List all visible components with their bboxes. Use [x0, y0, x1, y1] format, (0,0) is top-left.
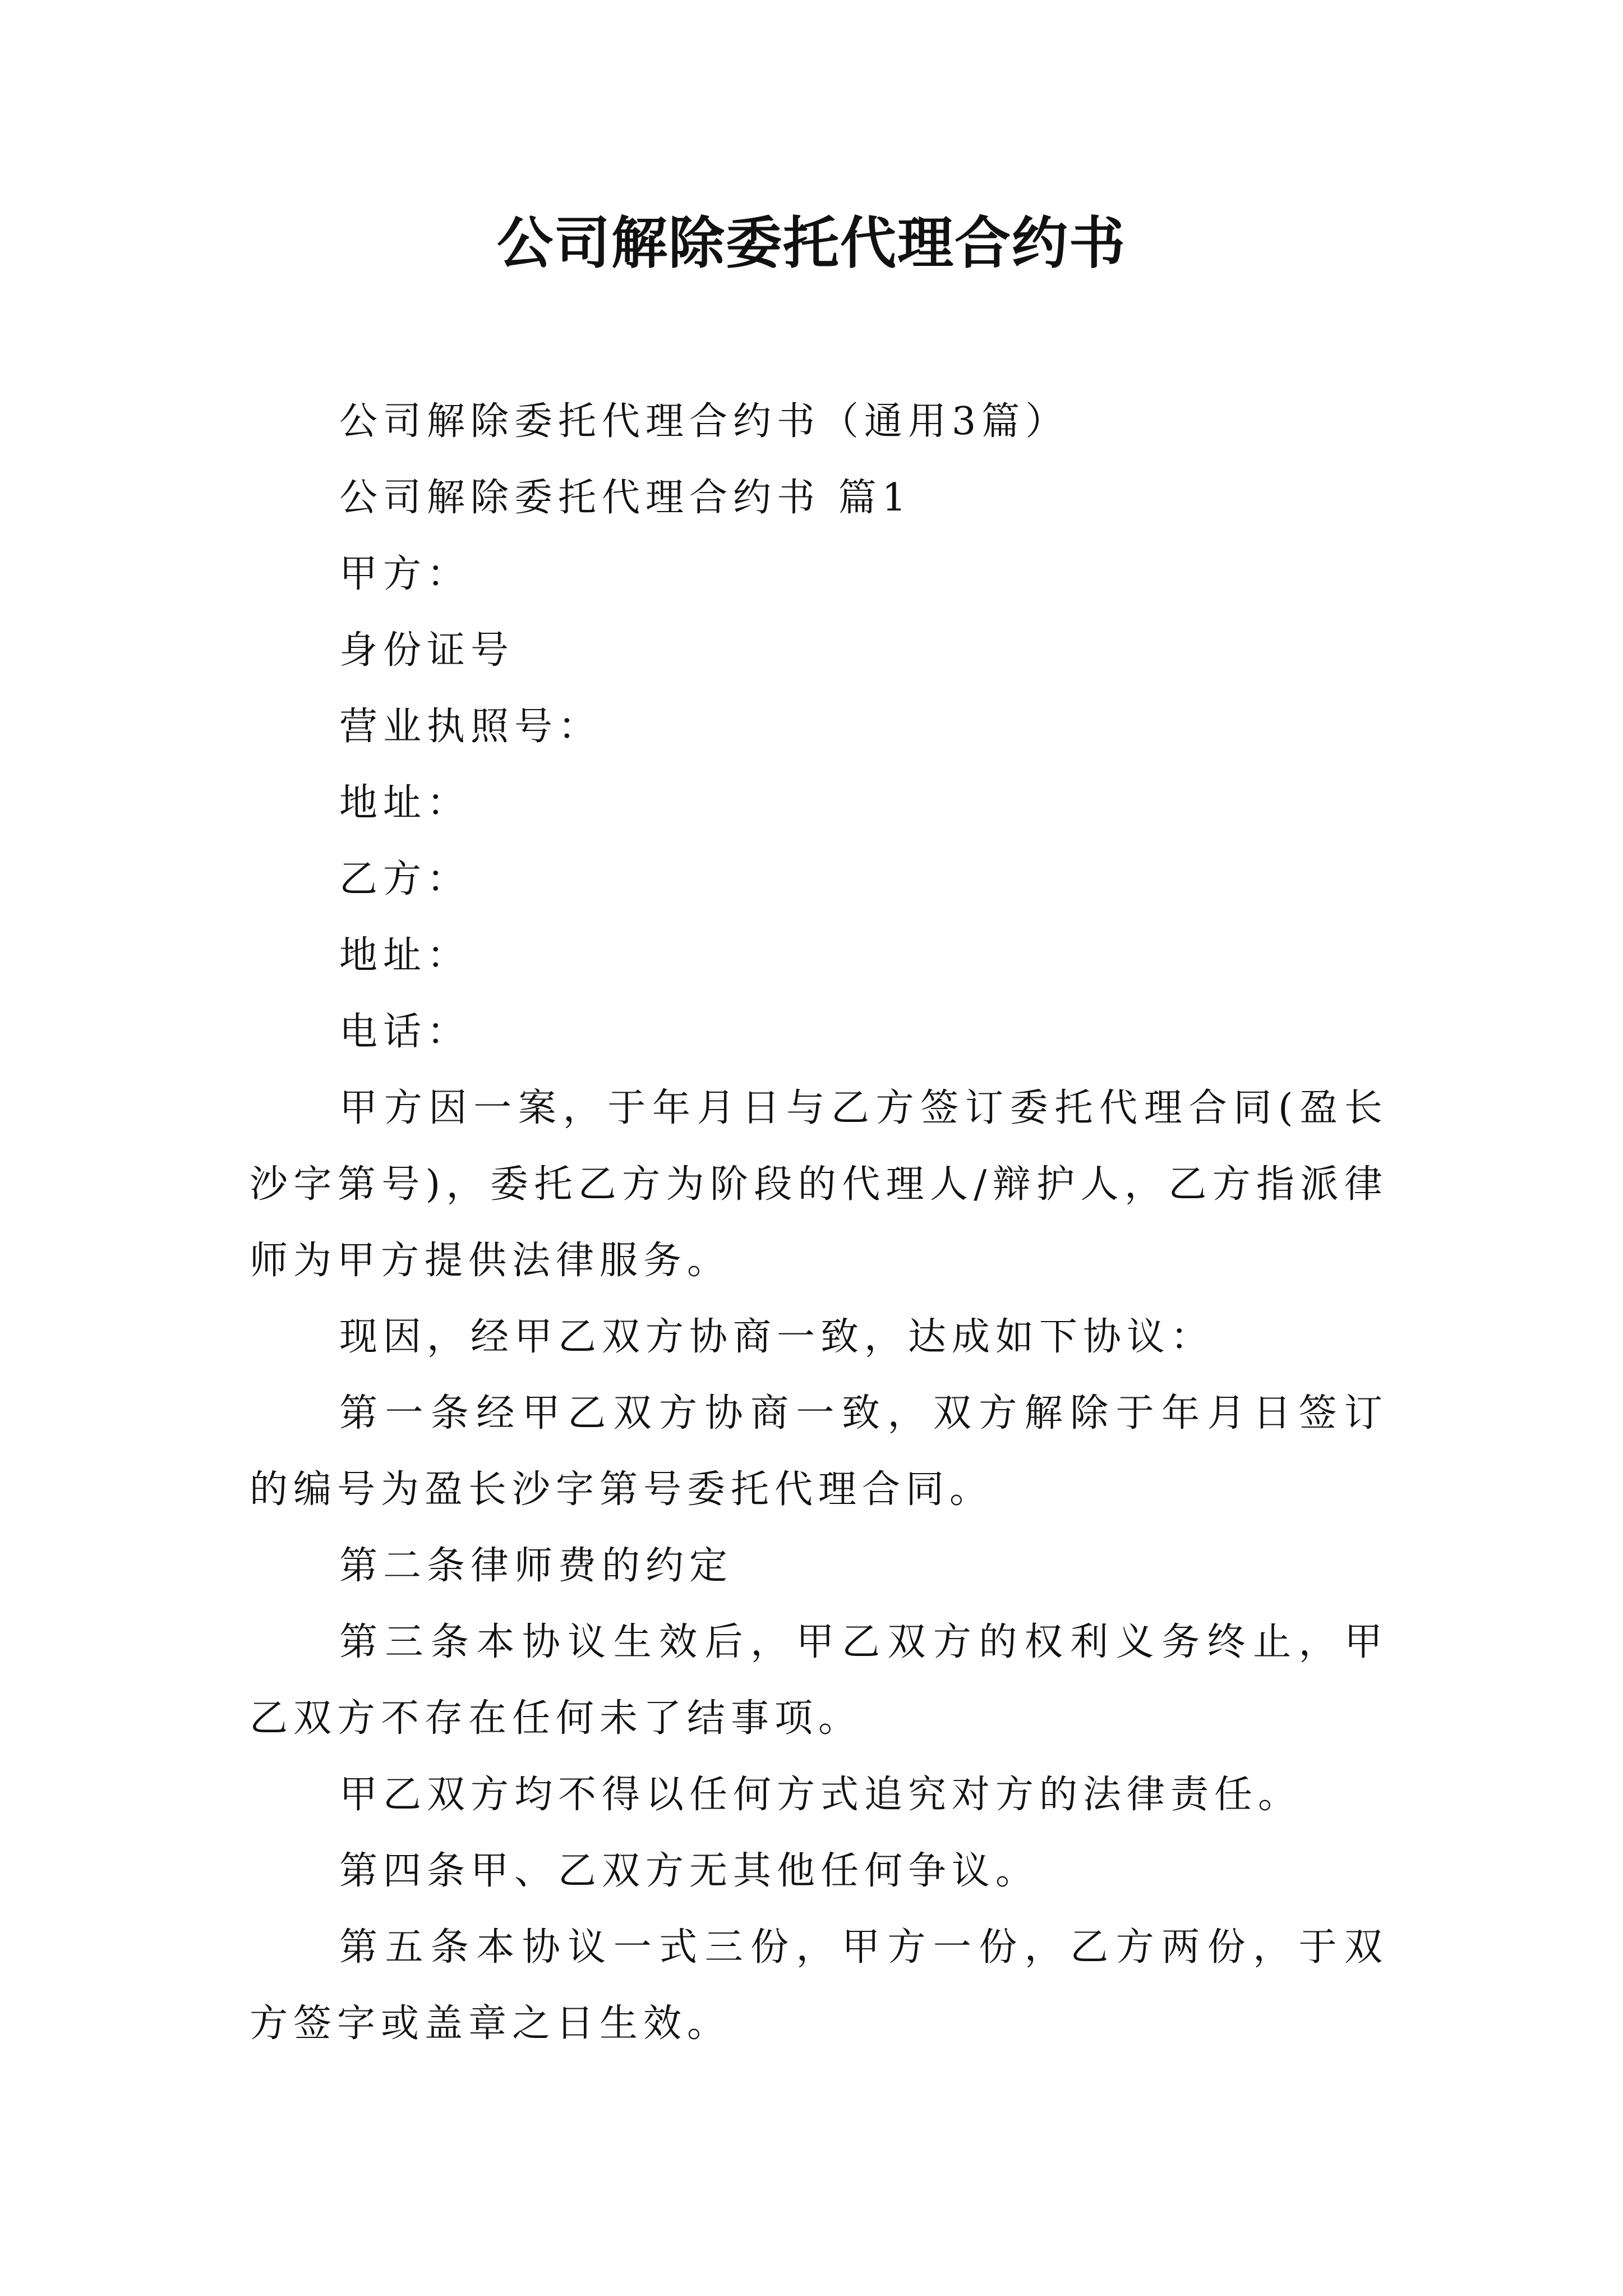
- agreement-intro: 现因，经甲乙双方协商一致，达成如下协议：: [339, 1315, 1215, 1359]
- party-a-label: 甲方：: [339, 552, 471, 596]
- background-paragraph: 甲方因一案，于年月日与乙方签订委托代理合同(盈长沙字第号)，委托乙方为阶段的代理人/辩护人，乙方指派律师为甲方提供法律服务。: [250, 1086, 1388, 1283]
- party-b-label: 乙方：: [339, 857, 471, 901]
- party-a-address-label: 地址：: [339, 781, 471, 825]
- section-heading: 公司解除委托代理合约书 篇1: [339, 476, 912, 520]
- article-5: 第五条本协议一式三份，甲方一份，乙方两份，于双方签字或盖章之日生效。: [250, 1925, 1388, 2046]
- article-3-continued: 甲乙双方均不得以任何方式追究对方的法律责任。: [339, 1773, 1302, 1817]
- article-3: 第三条本协议生效后，甲乙双方的权利义务终止，甲乙双方不存在任何未了结事项。: [250, 1620, 1388, 1741]
- id-number-label: 身份证号: [339, 628, 515, 673]
- article-2: 第二条律师费的约定: [339, 1544, 734, 1588]
- article-4: 第四条甲、乙双方无其他任何争议。: [339, 1849, 1040, 1893]
- document-title: 公司解除委托代理合约书: [497, 210, 1126, 276]
- article-1: 第一条经甲乙双方协商一致，双方解除于年月日签订的编号为盈长沙字第号委托代理合同。: [250, 1391, 1388, 1512]
- party-b-address-label: 地址：: [339, 933, 471, 978]
- subtitle-paragraph: 公司解除委托代理合约书（通用3篇）: [339, 399, 1069, 444]
- business-license-label: 营业执照号：: [339, 705, 602, 749]
- phone-label: 电话：: [339, 1010, 471, 1054]
- document-body: [250, 384, 1388, 2062]
